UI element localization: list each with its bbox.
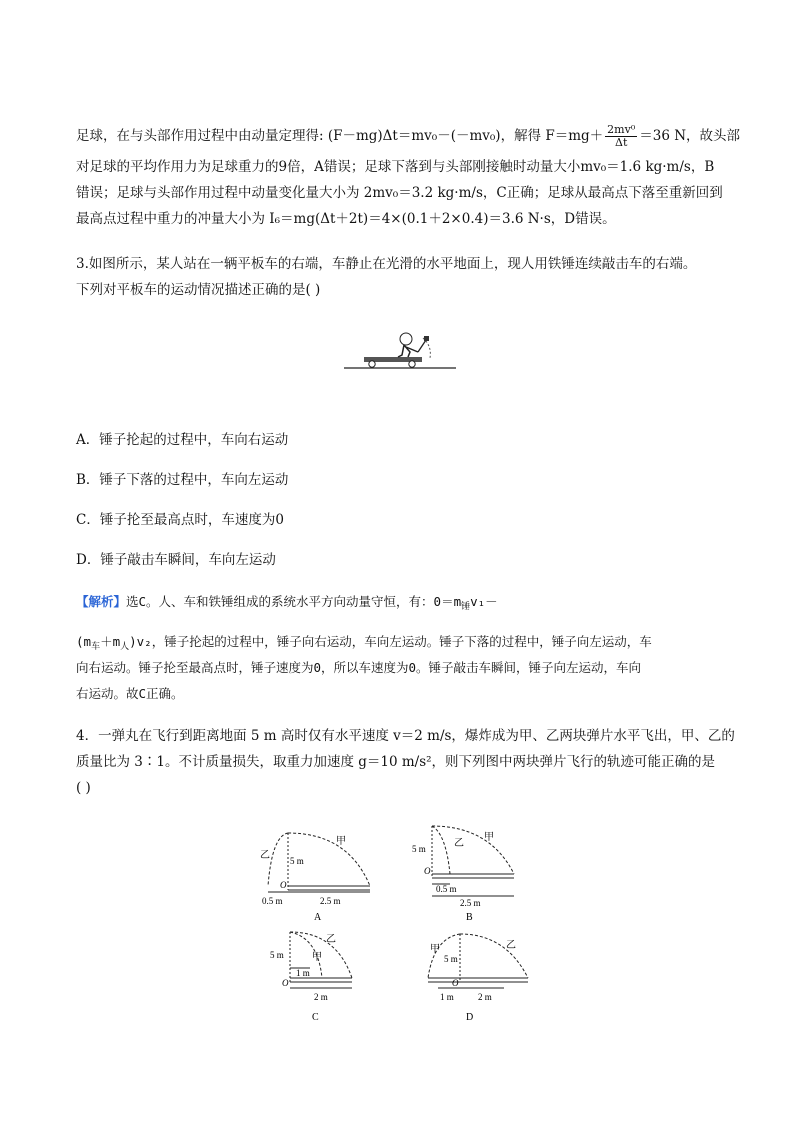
analysis-text: 选C。人、车和铁锤组成的系统水平方向动量守恒，有：0＝m xyxy=(126,594,462,609)
prev-solution-line-4: 最高点过程中重力的冲量大小为 I₆＝mg(Δt＋2t)＝4×(0.1＋2×0.4)＝3.6 N·s，D错误。 xyxy=(76,211,616,227)
prev-solution-line-1 xyxy=(76,124,740,149)
person-body xyxy=(398,345,410,357)
q3-option-c: C．锤子抡至最高点时，车速度为0 xyxy=(76,512,284,528)
fraction xyxy=(605,124,637,149)
right-dist-label: 2.5 m xyxy=(320,896,341,906)
origin-label: O xyxy=(424,866,431,876)
q3-option-d: D．锤子敲击车瞬间，车向左运动 xyxy=(76,552,276,568)
subscript: 车 xyxy=(91,642,101,652)
subscript: 锤 xyxy=(461,602,471,612)
frag2-label: 甲 xyxy=(430,944,440,955)
q4-stem-line-3: ( ) xyxy=(76,780,91,796)
analysis-text: )v₂，锤子抡起的过程中，锤子向右运动，车向左运动。锤子下落的过程中，锤子向左运动，车 xyxy=(129,634,652,649)
analysis-text: (m xyxy=(76,634,92,649)
prev-solution-line-3: 错误；足球与头部作用过程中动量变化量大小为 2mv₀＝3.2 kg·m/s，C正确；足球从最高点下落至重新回到 xyxy=(76,185,723,201)
q3-cart-figure xyxy=(340,330,460,375)
origin-label: O xyxy=(452,978,459,988)
origin-label: O xyxy=(280,880,287,890)
q3-analysis-line-3: 向右运动。锤子抡至最高点时，锤子速度为0，所以车速度为0。锤子敲击车瞬间，锤子向左运动，车向 xyxy=(76,660,642,675)
left-dist-label: 0.5 m xyxy=(262,896,283,906)
left-dist-label: 1 m xyxy=(440,992,454,1002)
q3-stem-line-2: 下列对平板车的运动情况描述正确的是( ) xyxy=(76,282,321,298)
left-dist-label: 1 m xyxy=(296,968,310,978)
q3-analysis-line-1 xyxy=(76,592,498,617)
hammer-head-icon xyxy=(424,336,429,341)
trajectory-frag1 xyxy=(460,934,528,978)
right-dist-label: 2 m xyxy=(314,992,328,1002)
q3-option-a: A．锤子抡起的过程中，车向右运动 xyxy=(76,432,289,448)
prev-solution-text: 足球，在与头部作用过程中由动量定理得: (F－mg)Δt＝mv₀－(－mv₀)，解得 F＝mg＋ xyxy=(76,128,604,144)
cart-wheel xyxy=(369,361,375,367)
frag2-label: 甲 xyxy=(336,836,346,847)
analysis-text: v₁－ xyxy=(470,594,498,609)
hammer-handle xyxy=(418,340,426,352)
frag2-label: 甲 xyxy=(312,952,322,963)
q3-analysis-line-4: 右运动。故C正确。 xyxy=(76,686,184,701)
fraction-denominator: Δt xyxy=(615,136,628,149)
q4-stem-line-2: 质量比为 3∶1。不计质量损失，取重力加速度 g＝10 m/s²，则下列图中两块弹片飞行的轨迹可能正确的是 xyxy=(76,754,716,770)
q3-option-b: B．锤子下落的过程中，车向左运动 xyxy=(76,472,289,488)
right-dist-label: 2.5 m xyxy=(460,898,481,908)
fraction-numerator: 2mv⁰ xyxy=(607,123,636,136)
trajectory-figure-a xyxy=(258,828,388,924)
q3-analysis-line-2 xyxy=(76,632,652,657)
height-label: 5 m xyxy=(290,856,304,866)
frag1-label: 乙 xyxy=(260,850,270,861)
figure-label: D xyxy=(466,1012,474,1023)
frag1-label: 乙 xyxy=(326,934,336,945)
trajectory-frag2 xyxy=(432,826,514,874)
height-label: 5 m xyxy=(270,950,284,960)
frag2-label: 甲 xyxy=(484,832,494,843)
height-label: 5 m xyxy=(444,954,458,964)
figure-label: B xyxy=(466,912,473,923)
figure-label: A xyxy=(314,912,322,923)
subscript: 人 xyxy=(120,642,130,652)
trajectory-frag1 xyxy=(432,826,450,874)
frag1-label: 乙 xyxy=(506,940,516,951)
trajectory-frag1 xyxy=(268,833,288,886)
person-head xyxy=(400,333,412,345)
frag1-label: 乙 xyxy=(454,838,464,849)
analysis-text: ＋m xyxy=(100,634,121,649)
trajectory-figure-c xyxy=(268,928,368,1024)
prev-solution-line-2: 对足球的平均作用力为足球重力的9倍，A错误；足球下落到与头部刚接触时动量大小mv₀＝1.6 kg·m/s，B xyxy=(76,159,715,175)
trajectory-figure-d xyxy=(420,928,540,1024)
origin-label: O xyxy=(282,978,289,988)
analysis-tag: 【解析】 xyxy=(76,594,127,609)
prev-solution-text: ＝36 N，故头部 xyxy=(639,128,741,144)
left-dist-label: 0.5 m xyxy=(436,884,457,894)
cart-wheel xyxy=(409,361,415,367)
q4-stem-line-1: 4．一弹丸在飞行到距离地面 5 m 高时仅有水平速度 v＝2 m/s，爆炸成为甲、乙两块弹片水平飞出，甲、乙的 xyxy=(76,728,735,744)
height-label: 5 m xyxy=(412,844,426,854)
right-dist-label: 2 m xyxy=(478,992,492,1002)
q3-stem-line-1: 3.如图所示，某人站在一辆平板车的右端，车静止在光滑的水平地面上，现人用铁锤连续敲击车的右端。 xyxy=(76,256,697,272)
trajectory-figure-b xyxy=(410,820,530,924)
figure-label: C xyxy=(312,1012,319,1023)
